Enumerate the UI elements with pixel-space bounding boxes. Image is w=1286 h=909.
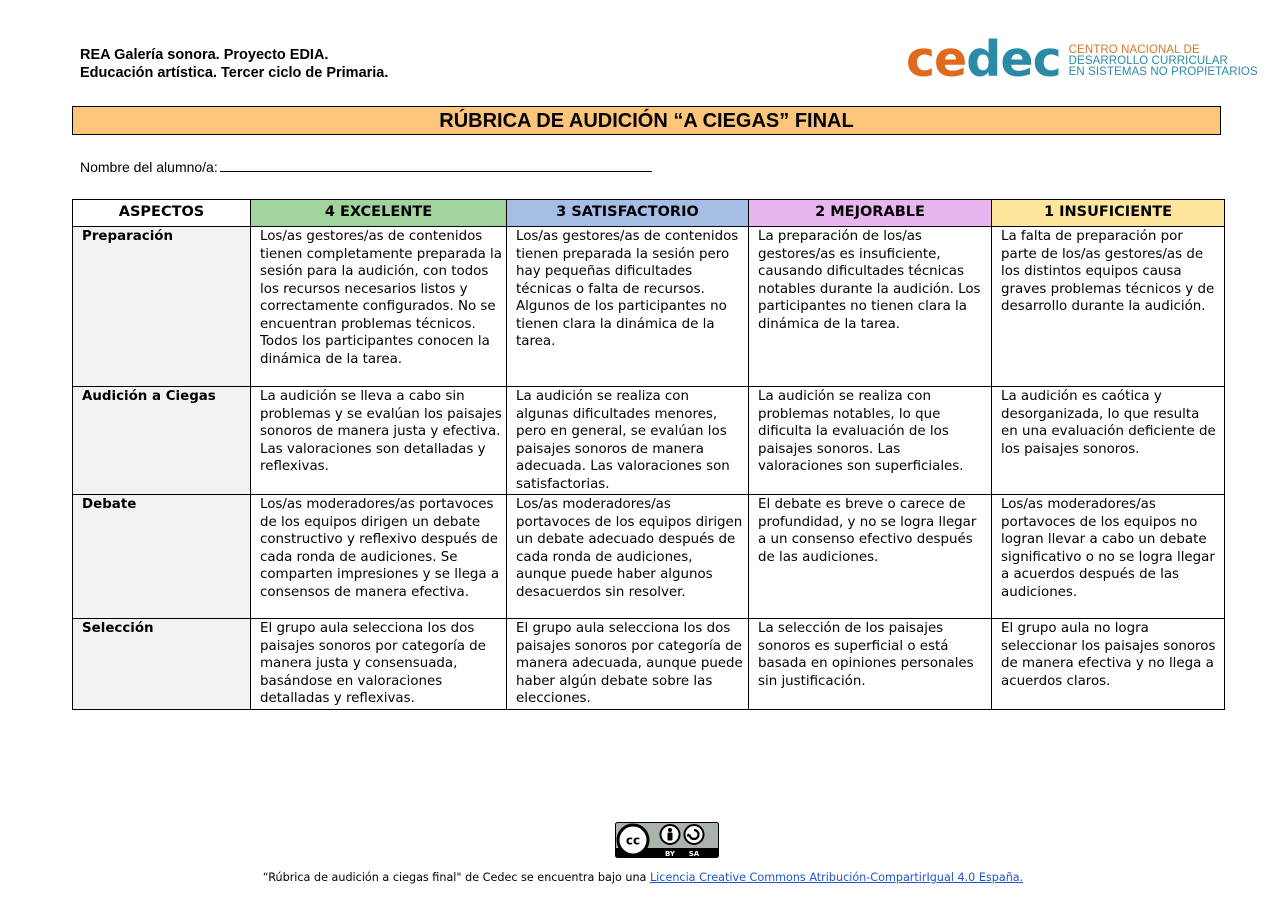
aspect-cell: Audición a Ciegas [73, 387, 251, 495]
header-line-1: REA Galería sonora. Proyecto EDIA. [80, 47, 329, 63]
table-cell: Los/as gestores/as de contenidos tienen preparada la sesión pero hay pequeñas dificultades técnicas o falta de recursos. Algunos de los participantes no tienen clara la dinámica de la tarea. [507, 227, 749, 387]
aspect-cell: Debate [73, 495, 251, 619]
license-link[interactable]: Licencia Creative Commons Atribución-CompartirIgual 4.0 España. [649, 871, 1024, 884]
table-cell: La selección de los paisajes sonoros es superficial o está basada en opiniones personales sin justificación. [749, 619, 992, 710]
table-cell: Los/as gestores/as de contenidos tienen completamente preparada la sesión para la audición, con todos los recursos necesarios listos y correctamente configurados. No se encuentran problemas técnicos. Todos los participantes conocen la dinámica de la tarea. [251, 227, 507, 387]
license-footer [0, 871, 1286, 884]
header-line-2: Educación artística. Tercer ciclo de Primaria. [80, 65, 389, 81]
header-excelente: 4 EXCELENTE [251, 200, 507, 227]
table-row [73, 619, 1225, 710]
aspect-cell: Preparación [73, 227, 251, 387]
table-cell: El grupo aula selecciona los dos paisajes sonoros por categoría de manera adecuada, aunque puede haber algún debate sobre las elecciones. [507, 619, 749, 710]
rubric-table [72, 199, 1225, 710]
by-person-icon-head [668, 828, 672, 832]
logo-subtitle [1069, 45, 1258, 78]
table-cell: El grupo aula no logra seleccionar los paisajes sonoros de manera efectiva y no llega a acuerdos claros. [992, 619, 1225, 710]
rubric-title: RÚBRICA DE AUDICIÓN “A CIEGAS” FINAL [72, 106, 1221, 135]
table-header-row [73, 200, 1225, 227]
student-name-field [80, 157, 652, 175]
student-name-line [220, 157, 652, 172]
sa-share-icon [685, 825, 704, 844]
by-label: BY [664, 850, 676, 858]
sa-label: SA [688, 850, 700, 858]
header-insuficiente: 1 INSUFICIENTE [992, 200, 1225, 227]
license-text: “Rúbrica de audición a ciegas final" de Cedec se encuentra bajo una [262, 871, 650, 884]
logo-word-part-2: dec [966, 31, 1061, 88]
logo-word-part-1: ce [906, 31, 967, 88]
header-aspectos: ASPECTOS [73, 200, 251, 227]
table-cell: Los/as moderadores/as portavoces de los equipos dirigen un debate adecuado después de cada ronda de audiciones, aunque puede haber algunos desacuerdos sin resolver. [507, 495, 749, 619]
student-name-label: Nombre del alumno/a: [80, 159, 218, 175]
by-person-icon-body [668, 833, 673, 841]
table-cell: La audición es caótica y desorganizada, lo que resulta en una evaluación deficiente de los paisajes sonoros. [992, 387, 1225, 495]
table-cell: Los/as moderadores/as portavoces de los equipos no logran llevar a cabo un debate significativo o no se logra llegar a acuerdos después de las audiciones. [992, 495, 1225, 619]
table-cell: Los/as moderadores/as portavoces de los equipos dirigen un debate constructivo y reflexivo después de cada ronda de audiciones. Se comparten impresiones y se llega a consensos de manera efectiva. [251, 495, 507, 619]
cc-icon-label: cc [625, 833, 641, 848]
table-cell: La falta de preparación por parte de los/as gestores/as de los distintos equipos causa graves problemas técnicos y de desarrollo durante la audición. [992, 227, 1225, 387]
table-cell: La audición se realiza con algunas dificultades menores, pero en general, se evalúan los paisajes sonoros de manera adecuada. Las valoraciones son satisfactorias. [507, 387, 749, 495]
table-row [73, 227, 1225, 387]
table-cell: La audición se lleva a cabo sin problemas y se evalúan los paisajes sonoros de manera justa y efectiva. Las valoraciones son detalladas y reflexivas. [251, 387, 507, 495]
table-cell: El grupo aula selecciona los dos paisajes sonoros por categoría de manera justa y consensuada, basándose en valoraciones detalladas y reflexivas. [251, 619, 507, 710]
header-mejorable: 2 MEJORABLE [749, 200, 992, 227]
aspect-cell: Selección [73, 619, 251, 710]
logo-sub-line-2: DESARROLLO CURRICULAR [1068, 55, 1228, 67]
logo-sub-line-1: CENTRO NACIONAL DE [1068, 44, 1200, 56]
document-header [80, 46, 388, 82]
table-cell: La audición se realiza con problemas notables, lo que dificulta la evaluación de los paisajes sonoros. Las valoraciones son superficiales. [749, 387, 992, 495]
logo-sub-line-3: EN SISTEMAS NO PROPIETARIOS [1068, 66, 1258, 78]
cc-by-sa-badge[interactable] [615, 822, 719, 858]
table-cell: La preparación de los/as gestores/as es insuficiente, causando dificultades técnicas notables durante la audición. Los participantes no tienen clara la dinámica de la tarea. [749, 227, 992, 387]
logo-wordmark [906, 31, 1061, 88]
table-row [73, 495, 1225, 619]
cedec-logo [906, 31, 1258, 88]
table-row [73, 387, 1225, 495]
table-cell: El debate es breve o carece de profundidad, y no se logra llegar a un consenso efectivo después de las audiciones. [749, 495, 992, 619]
header-satisfactorio: 3 SATISFACTORIO [507, 200, 749, 227]
